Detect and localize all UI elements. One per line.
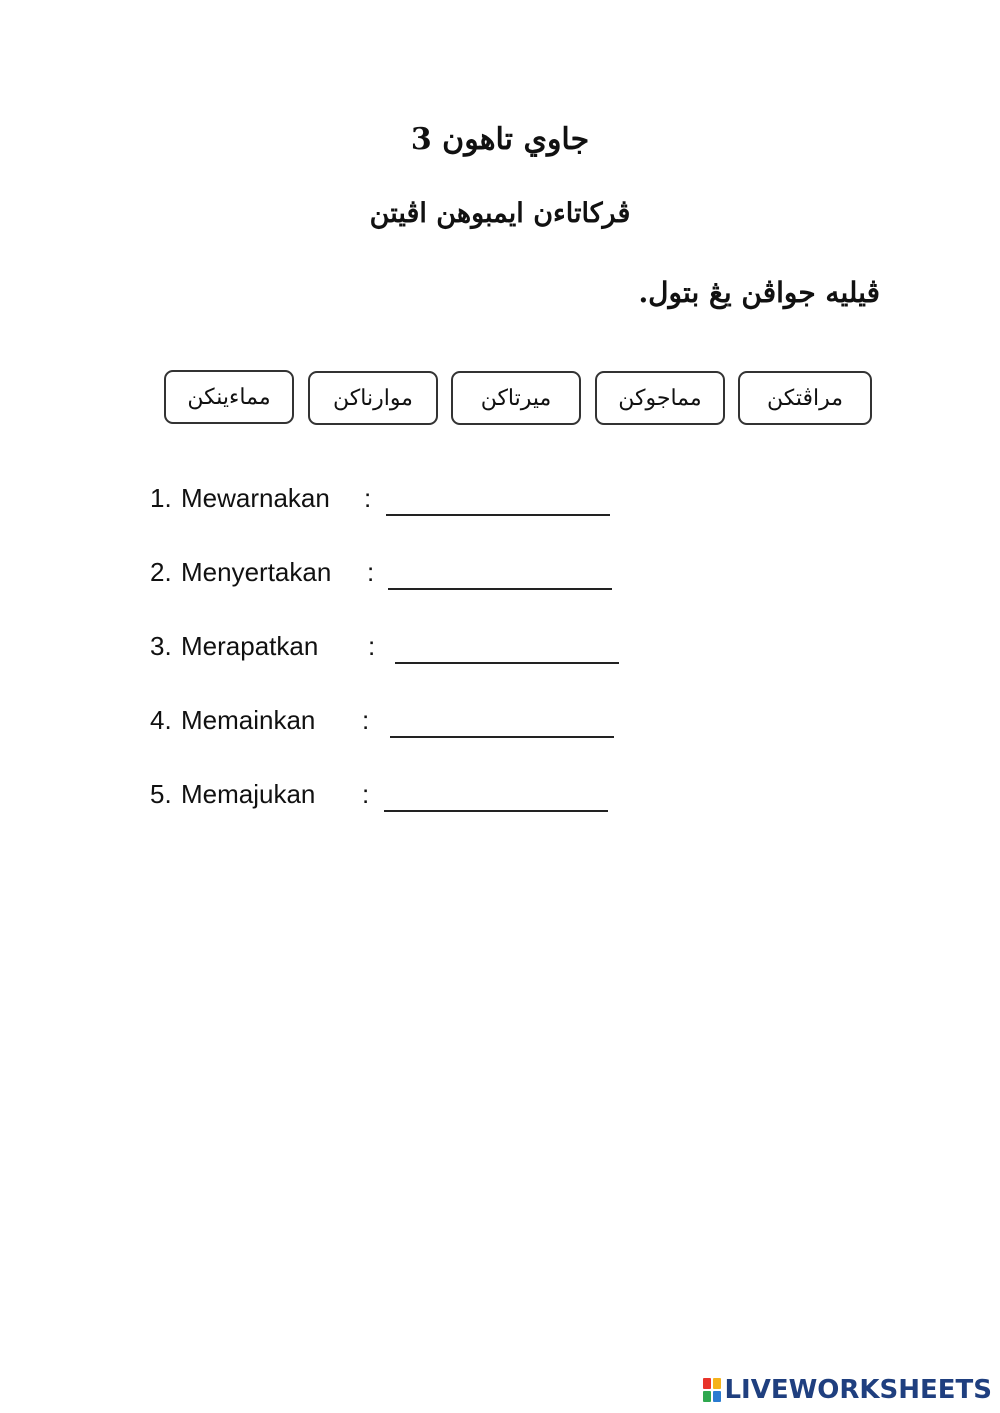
question-colon: : [362, 779, 370, 809]
question-row [150, 700, 710, 774]
liveworksheets-brand: LIVEWORKSHEETS [724, 1375, 992, 1405]
question-colon: : [364, 483, 372, 513]
question-list [150, 478, 710, 848]
question-number: 1. [150, 483, 172, 513]
question-number: 2. [150, 557, 172, 587]
question-word: Menyertakan [181, 557, 332, 587]
worksheet-title: جاوي تاهون 3 [410, 122, 590, 157]
logo-square-blue [713, 1391, 721, 1402]
word-bank [164, 370, 872, 428]
logo-square-yellow [713, 1378, 721, 1389]
answer-blank[interactable] [384, 810, 608, 812]
answer-blank[interactable] [395, 662, 619, 664]
question-number: 3. [150, 631, 172, 661]
word-bank-item[interactable]: مماءينكن [164, 370, 294, 424]
question-colon: : [368, 631, 376, 661]
question-word: Merapatkan [181, 631, 319, 661]
word-bank-item[interactable]: ميرتاكن [451, 371, 581, 425]
answer-blank[interactable] [390, 736, 614, 738]
question-row [150, 552, 710, 626]
question-number: 5. [150, 779, 172, 809]
question-number: 4. [150, 705, 172, 735]
liveworksheets-logo [703, 1375, 992, 1405]
liveworksheets-logo-icon [703, 1378, 721, 1402]
worksheet-subtitle: ڤركاتاءن ايمبوهن اڤيتن [369, 198, 631, 229]
question-colon: : [362, 705, 370, 735]
logo-square-red [703, 1378, 711, 1389]
question-word: Memainkan [181, 705, 316, 735]
answer-blank[interactable] [386, 514, 610, 516]
word-bank-item[interactable]: موارناكن [308, 371, 438, 425]
question-row [150, 774, 710, 848]
question-word: Memajukan [181, 779, 316, 809]
question-colon: : [367, 557, 375, 587]
worksheet-instruction: ڤيليه جواڤن يڠ بتول. [638, 276, 880, 309]
word-bank-item[interactable]: مماجوكن [595, 371, 725, 425]
word-bank-item[interactable]: مراڤتكن [738, 371, 872, 425]
question-row [150, 626, 710, 700]
question-row [150, 478, 710, 552]
logo-square-green [703, 1391, 711, 1402]
question-word: Mewarnakan [181, 483, 330, 513]
answer-blank[interactable] [388, 588, 612, 590]
